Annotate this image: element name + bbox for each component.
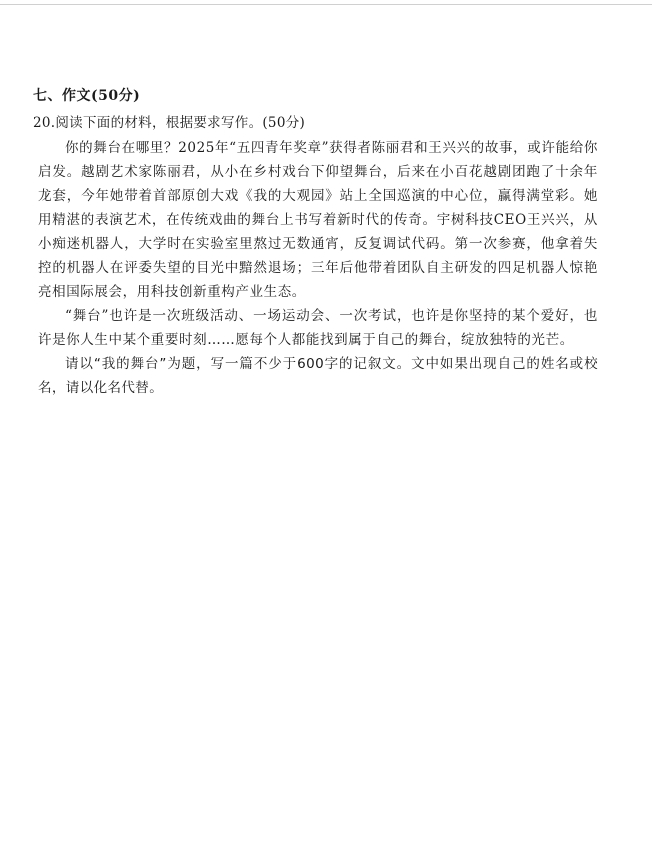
top-divider xyxy=(0,4,652,5)
section-heading: 七、作文(50分) xyxy=(33,88,141,104)
material-paragraph-stories: 你的舞台在哪里？2025年“五四青年奖章”获得者陈丽君和王兴兴的故事，或许能给你启发。越剧艺术家陈丽君，从小在乡村戏台下仰望舞台，后来在小百花越剧团跑了十余年龙套，今年她带着首部原创大戏《我的大观园》站上全国巡演的中心位，赢得满堂彩。她用精湛的表演艺术，在传统戏曲的舞台上书写着新时代的传奇。宇树科技CEO王兴兴，从小痴迷机器人，大学时在实验室里熬过无数通宵，反复调试代码。第一次参赛，他拿着失控的机器人在评委失望的目光中黯然退场；三年后他带着团队自主研发的四足机器人惊艳亮相国际展会，用科技创新重构产业生态。 xyxy=(38,140,598,300)
writing-instruction: 请以“我的舞台”为题，写一篇不少于600字的记叙文。文中如果出现自己的姓名或校名，请以化名代替。 xyxy=(38,356,598,396)
question-prompt: 20.阅读下面的材料，根据要求写作。(50分) xyxy=(33,115,306,131)
material-paragraph-stage: “舞台”也许是一次班级活动、一场运动会、一次考试，也许是你坚持的某个爱好，也许是你人生中某个重要时刻……愿每个人都能找到属于自己的舞台，绽放独特的光芒。 xyxy=(38,308,598,348)
material-body xyxy=(38,136,598,400)
